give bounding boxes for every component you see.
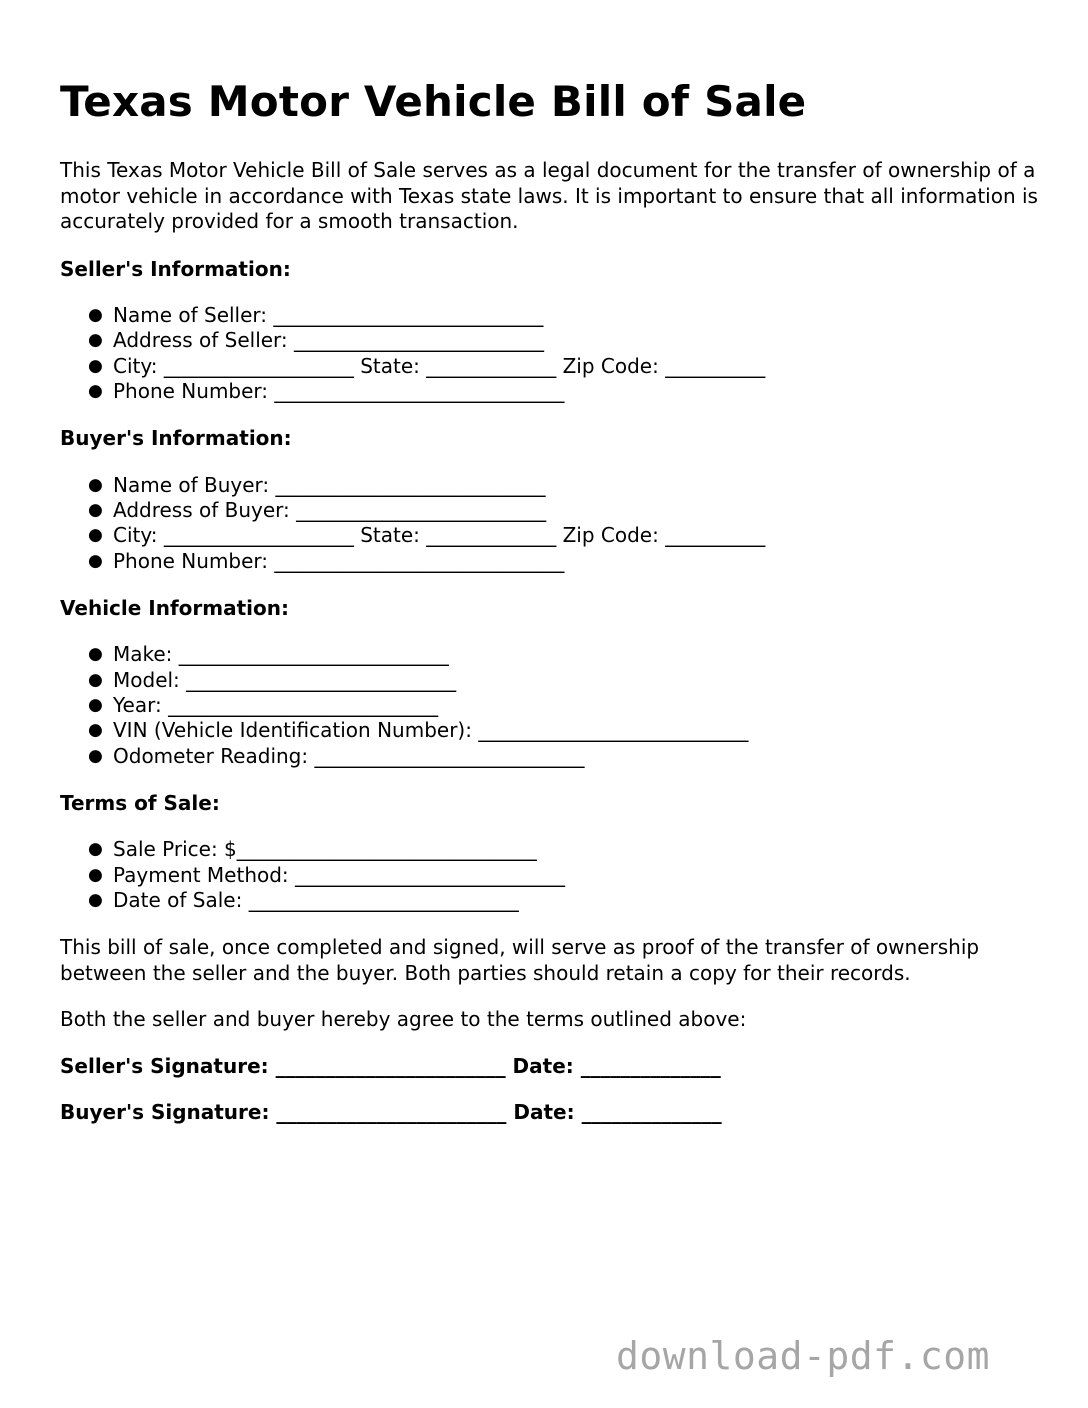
buyer-section-heading: Buyer's Information:	[60, 426, 292, 451]
bullet-icon: ●	[88, 474, 103, 495]
vehicle-vin-field: ● VIN (Vehicle Identification Number): ___________________________	[88, 718, 749, 743]
buyer-name-field: ● Name of Buyer: ___________________________	[88, 472, 546, 497]
terms-section-heading: Terms of Sale:	[60, 790, 220, 815]
seller-phone-field: ● Phone Number: _____________________________	[88, 378, 565, 403]
payment-method-field: ● Payment Method: ___________________________	[88, 862, 566, 887]
buyer-city-state-zip-field: ● City: ___________________ State: _____________ Zip Code: __________	[88, 523, 766, 548]
sale-price-field: ● Sale Price: $______________________________	[88, 837, 537, 862]
bullet-icon: ●	[88, 745, 103, 766]
bullet-icon: ●	[88, 330, 103, 351]
vehicle-section-heading: Vehicle Information:	[60, 595, 289, 620]
seller-name-field: ● Name of Seller: ___________________________	[88, 303, 544, 327]
document-title: Texas Motor Vehicle Bill of Sale	[60, 77, 807, 126]
buyer-address-field: ● Address of Buyer: _________________________	[88, 497, 547, 522]
bullet-icon: ●	[88, 864, 103, 885]
bullet-icon: ●	[88, 720, 103, 741]
agreement-statement: Both the seller and buyer hereby agree to the terms outlined above:	[60, 1007, 747, 1032]
bullet-icon: ●	[88, 550, 103, 571]
bullet-icon: ●	[88, 889, 103, 910]
buyer-signature-line: Buyer's Signature: _______________________ Date: ______________	[60, 1100, 722, 1125]
seller-city-state-zip-field: ● City: ___________________ State: _____________ Zip Code: __________	[88, 353, 766, 378]
buyer-phone-field: ● Phone Number: _____________________________	[88, 548, 565, 573]
bullet-icon: ●	[88, 380, 103, 401]
bullet-icon: ●	[88, 839, 103, 860]
bullet-icon: ●	[88, 305, 103, 325]
vehicle-odometer-field: ● Odometer Reading: ___________________________	[88, 743, 585, 768]
vehicle-make-field: ● Make: ___________________________	[88, 642, 449, 667]
seller-section-heading: Seller's Information:	[60, 256, 291, 281]
seller-signature-line: Seller's Signature: _______________________ Date: ______________	[60, 1053, 721, 1078]
watermark: download-pdf.com	[616, 1334, 991, 1378]
seller-address-field: ● Address of Seller: _________________________	[88, 328, 545, 353]
buyer-field-list	[60, 473, 1050, 574]
bullet-icon: ●	[88, 355, 103, 376]
terms-field-list	[60, 837, 1050, 913]
vehicle-model-field: ● Model: ___________________________	[88, 667, 457, 692]
closing-paragraph: This bill of sale, once completed and signed, will serve as proof of the transfer of ownership between the seller and the buyer. Both parties should retain a copy for their records.	[60, 935, 980, 985]
vehicle-field-list	[60, 642, 1050, 768]
bullet-icon: ●	[88, 499, 103, 520]
bullet-icon: ●	[88, 644, 103, 665]
vehicle-year-field: ● Year: ___________________________	[88, 692, 439, 717]
document-page	[60, 76, 1050, 1126]
date-of-sale-field: ● Date of Sale: ___________________________	[88, 887, 519, 912]
intro-paragraph: This Texas Motor Vehicle Bill of Sale serves as a legal document for the transfer of ownership of a motor vehicle in accordance with Texas state laws. It is important to ensure that all information is accurately provided for a smooth transaction.	[60, 158, 1038, 233]
bullet-icon: ●	[88, 694, 103, 715]
bullet-icon: ●	[88, 669, 103, 690]
bullet-icon: ●	[88, 525, 103, 546]
seller-field-list	[60, 303, 1050, 404]
